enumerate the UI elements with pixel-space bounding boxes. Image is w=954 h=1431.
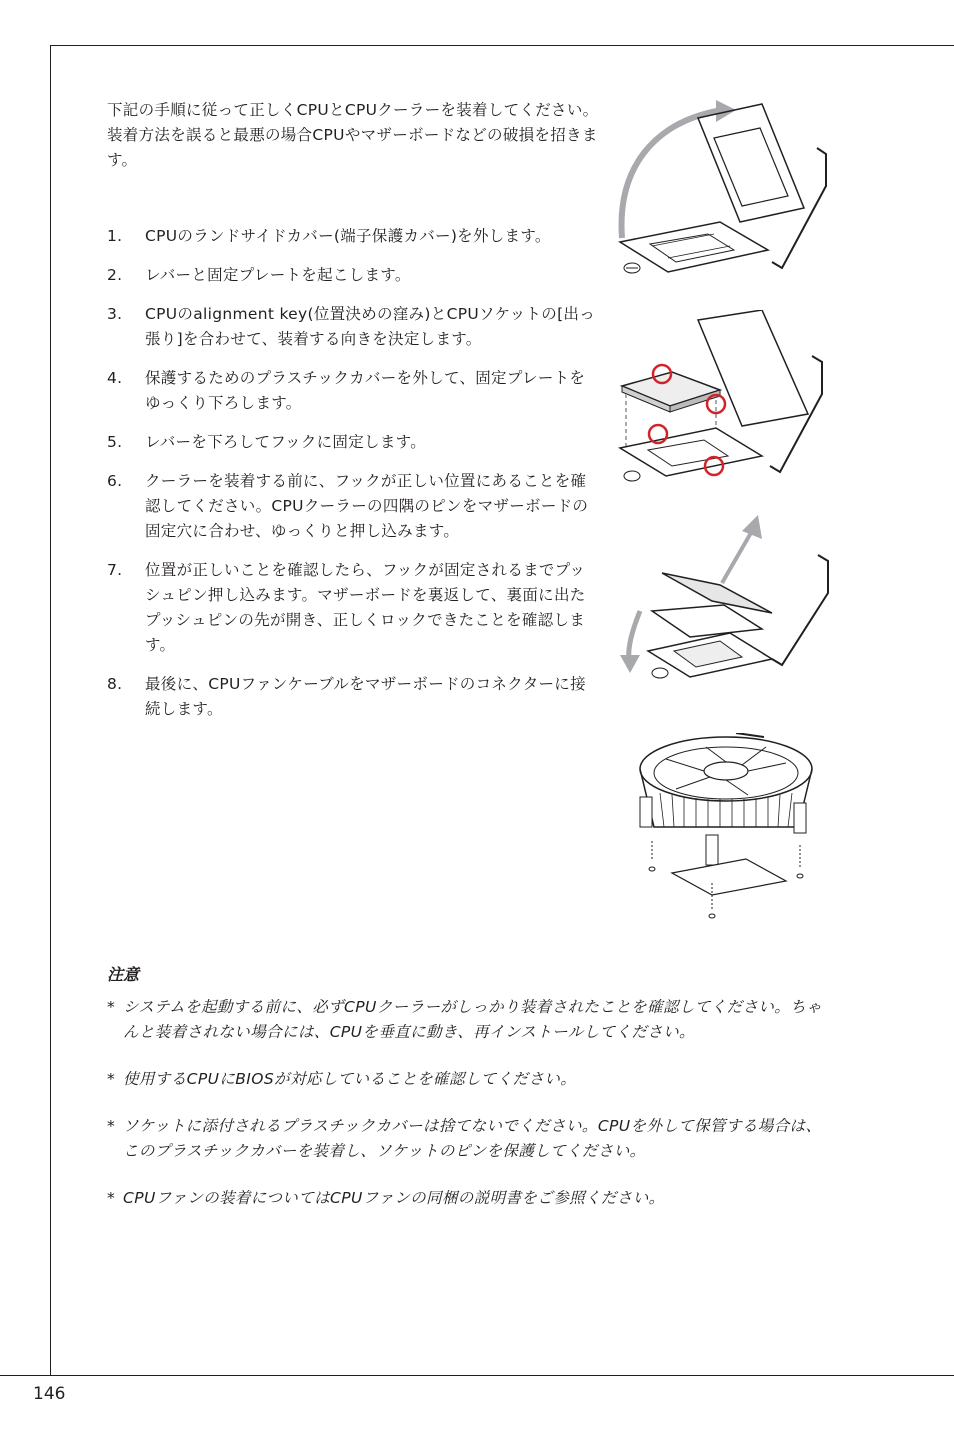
step-text: レバーと固定プレートを起こします。 xyxy=(145,266,411,284)
note-text: 使用するCPUにBIOSが対応していることを確認してください。 xyxy=(123,1070,577,1088)
note-bullet: * xyxy=(107,1070,116,1088)
load-plate xyxy=(698,310,808,426)
note-item xyxy=(107,1067,837,1092)
page-frame-bottom-rule xyxy=(0,1375,954,1376)
step-2 xyxy=(107,263,599,288)
step-1 xyxy=(107,224,599,249)
remove-arrow-head xyxy=(742,515,762,539)
cover-removal-illustration xyxy=(612,515,844,690)
note-item xyxy=(107,1186,837,1211)
note-item xyxy=(107,1114,837,1164)
note-text: CPUファンの装着についてはCPUファンの同梱の説明書をご参照ください。 xyxy=(123,1189,665,1207)
step-number: 3. xyxy=(107,305,123,323)
step-3 xyxy=(107,302,599,352)
mounting-hole xyxy=(709,914,715,918)
step-number: 2. xyxy=(107,266,123,284)
socket-base xyxy=(620,222,768,272)
cpu-alignment-illustration xyxy=(612,310,844,490)
load-plate xyxy=(652,605,762,637)
fan-cable xyxy=(736,733,764,737)
mounting-hole xyxy=(649,867,655,871)
remove-arrow xyxy=(722,531,752,583)
step-number: 5. xyxy=(107,433,123,451)
step-text: 位置が正しいことを確認したら、フックが固定されるまでプッシュピン押し込みます。マザーボードを裏返して、裏面に出たプッシュピンの先が開き、正しくロックできたことを確認します。 xyxy=(145,561,586,654)
note-bullet: * xyxy=(107,1117,116,1135)
caution-notes xyxy=(107,962,837,1233)
step-8 xyxy=(107,672,599,722)
lever xyxy=(770,356,822,472)
push-pin xyxy=(706,835,718,865)
step-text: クーラーを装着する前に、フックが正しい位置にあることを確認してください。CPUクーラーの四隅のピンをマザーボードの固定穴に合わせ、ゆっくりと押し込みます。 xyxy=(145,472,589,540)
step-text: レバーを下ろしてフックに固定します。 xyxy=(145,433,426,451)
page-frame-left-rule xyxy=(50,45,51,1376)
note-text: ソケットに添付されるプラスチックカバーは捨てないでください。CPUを外して保管する場合は、このプラスチックカバーを装着し、ソケットのピンを保護してください。 xyxy=(123,1117,822,1160)
screw xyxy=(624,471,640,481)
mounting-hole xyxy=(797,874,803,878)
step-number: 6. xyxy=(107,472,123,490)
intro-paragraph: 下記の手順に従って正しくCPUとCPUクーラーを装着してください。装着方法を誤ると最悪の場合CPUやマザーボードなどの破損を招きます。 xyxy=(107,101,599,169)
socket-base xyxy=(620,428,762,476)
cooler-installation-illustration xyxy=(636,733,816,923)
close-arrow-head xyxy=(620,655,640,673)
step-7 xyxy=(107,558,599,658)
lever xyxy=(772,555,828,665)
step-6 xyxy=(107,469,599,544)
step-5 xyxy=(107,430,599,455)
step-number: 7. xyxy=(107,561,123,579)
page-number: 146 xyxy=(33,1384,66,1404)
fan-hub xyxy=(704,762,748,780)
step-4 xyxy=(107,366,599,416)
note-text: システムを起動する前に、必ずCPUクーラーがしっかり装着されたことを確認してください。ちゃんと装着されない場合には、CPUを垂直に動き、再インストールしてください。 xyxy=(123,998,822,1041)
plastic-cover xyxy=(662,573,772,613)
step-number: 4. xyxy=(107,369,123,387)
caution-title: 注意 xyxy=(107,965,140,984)
push-pin xyxy=(640,797,652,827)
step-text: 最後に、CPUファンケーブルをマザーボードのコネクターに接続します。 xyxy=(145,675,586,718)
note-bullet: * xyxy=(107,1189,116,1207)
step-text: CPUのalignment key(位置決めの窪み)とCPUソケットの[出っ張り]を合わせて、装着する向きを決定します。 xyxy=(145,305,596,348)
lift-arrow xyxy=(622,110,722,238)
page-frame-top-rule xyxy=(50,45,954,46)
push-pin xyxy=(794,803,806,833)
step-number: 1. xyxy=(107,227,123,245)
note-item xyxy=(107,995,837,1045)
socket-open-illustration xyxy=(612,100,844,290)
socket-area xyxy=(672,859,786,895)
step-text: 保護するためのプラスチックカバーを外して、固定プレートをゆっくり下ろします。 xyxy=(145,369,586,412)
installation-steps xyxy=(107,224,599,736)
step-text: CPUのランドサイドカバー(端子保護カバー)を外します。 xyxy=(145,227,551,245)
screw xyxy=(652,668,668,678)
note-bullet: * xyxy=(107,998,116,1016)
lever xyxy=(772,148,826,268)
step-number: 8. xyxy=(107,675,123,693)
